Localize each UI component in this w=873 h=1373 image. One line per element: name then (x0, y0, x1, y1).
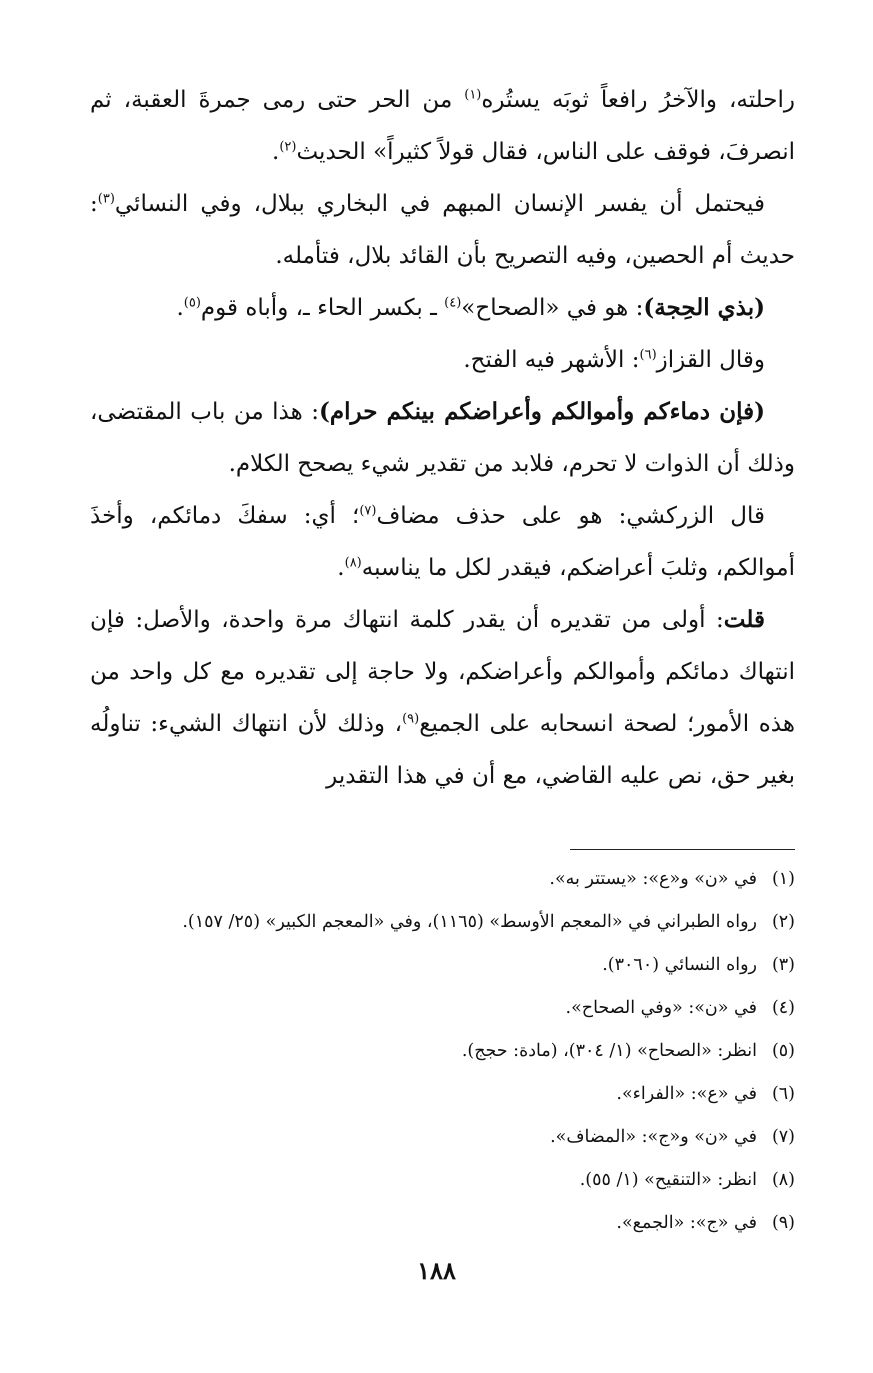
footnote-text: في «ع»: «الفراء». (616, 1084, 757, 1104)
footnote-text: في «ج»: «الجمع». (616, 1213, 757, 1233)
paragraph-p4 (90, 334, 795, 386)
paragraph-p7 (90, 594, 795, 802)
text-run: : أولى من تقديره أن يقدر كلمة انتهاك مرة واحدة، والأصل: فإن انتهاك دمائكم وأموالكم وأعراضكم، ولا حاجة إلى تقديره مع كل واحد من هذه الأمور؛ لصحة انسحابه على الجميع (90, 607, 795, 737)
bold-lemma: (فإن دماءكم وأموالكم وأعراضكم بينكم حرام) (319, 398, 765, 425)
footnote-text: رواه النسائي (٣٠٦٠). (602, 955, 757, 975)
footnote-ref: (٩) (402, 711, 420, 727)
footnote-number: (٩) (771, 1213, 795, 1233)
paragraph-p5 (90, 386, 795, 490)
footnote-number: (٥) (771, 1041, 795, 1061)
text-run: فيحتمل أن يفسر الإنسان المبهم في البخاري ببلال، وفي النسائي (114, 191, 765, 217)
footnote-text: انظر: «التنقيح» (١/ ٥٥). (579, 1170, 757, 1190)
text-run: : الأشهر فيه الفتح. (463, 347, 640, 373)
footnote-item (90, 1116, 795, 1159)
footnote-number: (٦) (771, 1084, 795, 1104)
footnote-item (90, 987, 795, 1030)
footnote-ref: (٥) (183, 295, 201, 311)
text-run: راحلته، والآخرُ رافعاً ثوبَه يستُره (481, 87, 795, 113)
paragraph-p1 (90, 74, 795, 178)
footnote-text: رواه الطبراني في «المعجم الأوسط» (١١٦٥)، وفي «المعجم الكبير» (٢٥/ ١٥٧). (182, 912, 757, 932)
footnote-text: في «ن»: «وفي الصحاح». (565, 998, 757, 1018)
footnote-ref: (١) (464, 87, 482, 103)
footnote-item (90, 1159, 795, 1202)
footnote-item (90, 1030, 795, 1073)
bold-lemma: قلت (723, 606, 765, 633)
footnote-number: (١) (771, 869, 795, 889)
text-run: من الحر حتى رمى جمرةَ العقبة، ثم انصرفَ، فوقف على الناس، فقال قولاً كثيراً» الحديث (90, 87, 795, 165)
footnote-number: (٤) (771, 998, 795, 1018)
footnote-number: (٣) (771, 955, 795, 975)
paragraph-p2 (90, 178, 795, 282)
page-number: ١٨٨ (417, 1256, 456, 1285)
text-run: ـ بكسر الحاء ـ، وأباه قوم (200, 295, 445, 321)
footnote-ref: (٣) (97, 191, 115, 207)
paragraph-p6 (90, 490, 795, 594)
footnote-text: في «ن» و«ع»: «يستتر به». (549, 869, 757, 889)
text-run: وقال القزاز (656, 347, 765, 373)
footnote-ref: (٢) (279, 139, 297, 155)
footnote-item (90, 1202, 795, 1245)
main-text (90, 74, 795, 802)
text-run: ، وذلك لأن انتهاك الشيء: تناولُه بغير حق، نص عليه القاضي، مع أن في هذا التقدير (90, 711, 795, 789)
footnote-number: (٨) (771, 1170, 795, 1190)
footnote-item (90, 944, 795, 987)
footnote-number: (٧) (771, 1127, 795, 1147)
text-run: . (337, 555, 345, 581)
footnotes (90, 858, 795, 1245)
text-run: : حديث أم الحصين، وفيه التصريح بأن القائد بلال، فتأمله. (90, 191, 795, 269)
footnote-item (90, 901, 795, 944)
footnote-ref: (٧) (359, 503, 377, 519)
paragraph-p3 (90, 282, 795, 334)
text-run: قال الزركشي: هو على حذف مضاف (376, 503, 765, 529)
text-run: . (176, 295, 184, 321)
footnote-item (90, 1073, 795, 1116)
bold-lemma: (بذي الحِجة) (643, 294, 765, 321)
text-run: : هذا من باب المقتضى، وذلك أن الذوات لا تحرم، فلابد من تقدير شيء يصحح الكلام. (90, 399, 795, 477)
footnote-separator (570, 849, 795, 850)
footnote-text: في «ن» و«ج»: «المضاف». (550, 1127, 757, 1147)
text-run: . (272, 139, 280, 165)
footnote-ref: (٦) (639, 347, 657, 363)
footnote-item (90, 858, 795, 901)
text-run: ؛ أي: سفكَ دمائكم، وأخذَ أموالكم، وثلبَ أعراضكم، فيقدر لكل ما يناسبه (90, 503, 795, 581)
footnote-number: (٢) (771, 912, 795, 932)
footnote-ref: (٨) (344, 555, 362, 571)
footnote-text: انظر: «الصحاح» (١/ ٣٠٤)، (مادة: حجج). (461, 1041, 757, 1061)
footnote-ref: (٤) (444, 295, 462, 311)
text-run: : هو في «الصحاح» (461, 295, 644, 321)
